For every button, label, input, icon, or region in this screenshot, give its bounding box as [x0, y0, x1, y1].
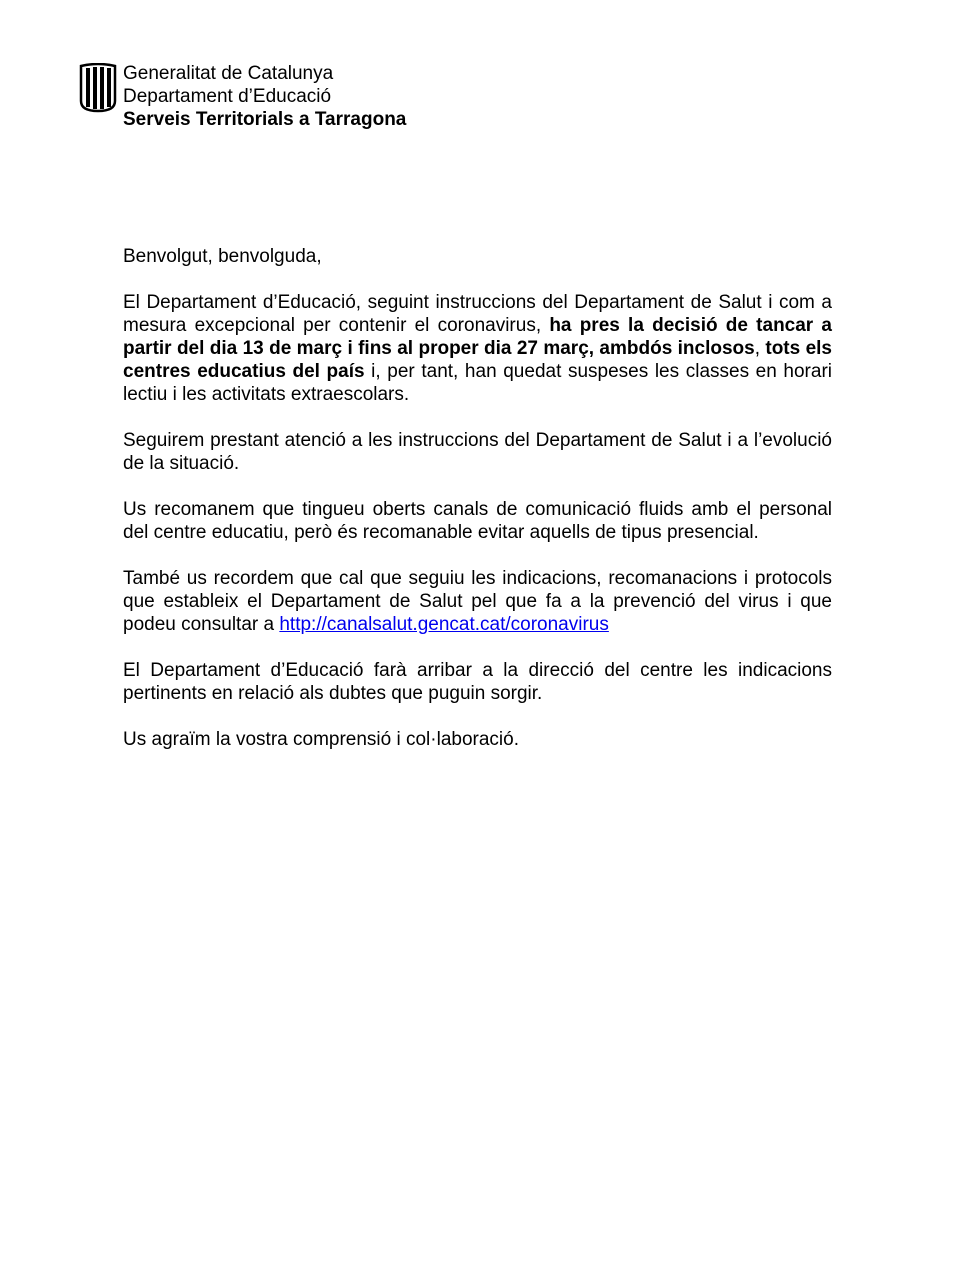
- paragraph-communication: Us recomanem que tingueu oberts canals de comunicació fluids amb el personal del centre educatiu, però és recomanable evitar aquells de tipus presencial.: [123, 499, 832, 543]
- letterhead: [78, 62, 406, 131]
- greeting: Benvolgut, benvolguda,: [123, 246, 322, 267]
- canalsalut-link[interactable]: http://canalsalut.gencat.cat/coronavirus: [279, 614, 609, 635]
- paragraph-health-protocols: [123, 567, 832, 636]
- bold-text: tots els centres educatius del país: [123, 338, 832, 382]
- letter-body: [123, 245, 832, 774]
- text: i, per tant, han quedat suspeses les classes en horari lectiu i les activitats extraescolars.: [123, 361, 833, 405]
- catalan-coat-of-arms-icon: [78, 63, 118, 113]
- text: ,: [754, 338, 766, 359]
- org-name: Generalitat de Catalunya: [123, 63, 334, 84]
- text: També us recordem que cal que seguiu les indicacions, recomanacions i protocols que estableix el Departament de Salut pel que fa a la prevenció del virus i que podeu consultar a: [123, 568, 832, 635]
- office-name: Serveis Territorials a Tarragona: [123, 109, 407, 130]
- closing: Us agraïm la vostra comprensió i col·laboració.: [123, 729, 519, 750]
- department-name: Departament d’Educació: [123, 86, 332, 107]
- paragraph-monitoring: Seguirem prestant atenció a les instruccions del Departament de Salut i a l’evolució de la situació.: [123, 430, 832, 474]
- bold-text: ha pres la decisió de tancar a partir del dia 13 de març i fins al proper dia 27 març, ambdós inclosos: [123, 315, 832, 359]
- paragraph-closure-announcement: [123, 291, 832, 406]
- paragraph-directions: El Departament d’Educació farà arribar a la direcció del centre les indicacions pertinents en relació als dubtes que puguin sorgir.: [123, 660, 832, 704]
- text: El Departament d’Educació, seguint instruccions del Departament de Salut i com a mesura excepcional per contenir el coronavirus,: [123, 292, 832, 336]
